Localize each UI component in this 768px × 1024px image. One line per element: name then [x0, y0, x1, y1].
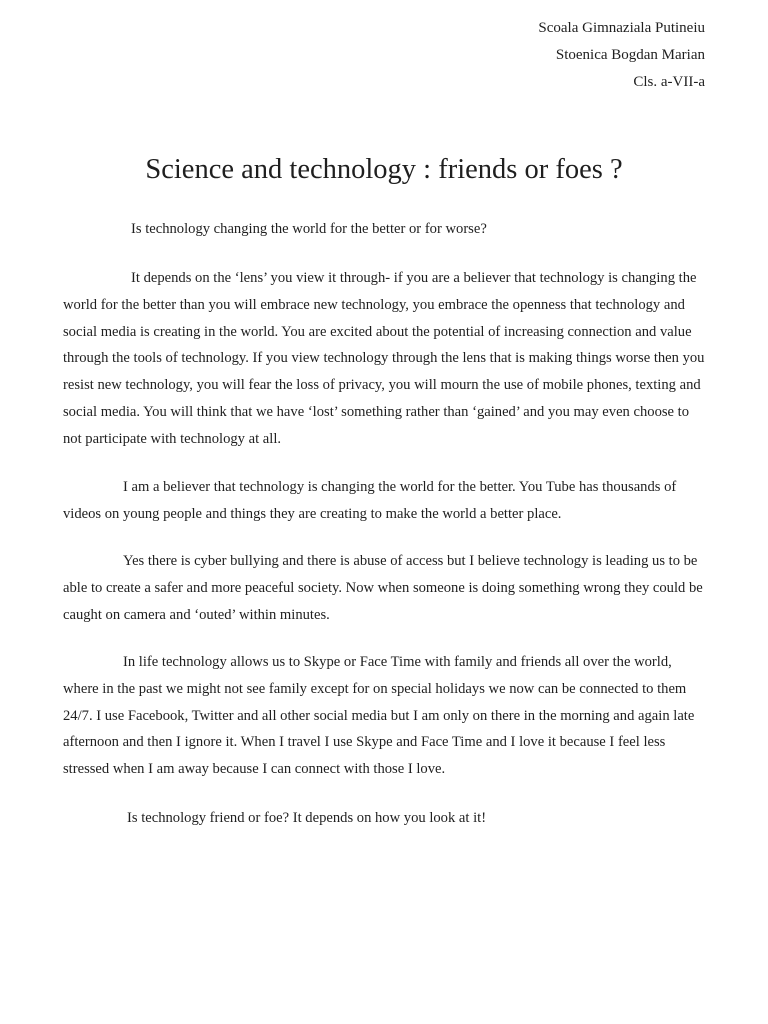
- class-label: Cls. a-VII-a: [633, 74, 705, 90]
- document-title: Science and technology : friends or foes ?: [145, 154, 623, 185]
- paragraph-1: It depends on the ‘lens’ you view it through- if you are a believer that technology is changing the world for the better than you will embrace new technology, you embrace the openness that technology and social media is creating in the world. You are excited about the potential of increasing connection and value through the tools of technology. If you view technology through the lens that is making things worse then you resist new technology, you will fear the loss of privacy, you will mourn the use of mobile phones, texting and social media. You will think that we have ‘lost’ something rather than ‘gained’ and you may even choose to not participate with technology at all.: [63, 270, 705, 447]
- closing-paragraph: Is technology friend or foe? It depends on how you look at it!: [127, 810, 487, 826]
- school-name: Scoala Gimnaziala Putineiu: [538, 20, 705, 36]
- paragraph-4: In life technology allows us to Skype or Face Time with family and friends all over the world, where in the past we might not see family except for on special holidays we now can be connected to them 24/7. I use Facebook, Twitter and all other social media but I am only on there in the morning and again late afternoon and then I ignore it. When I travel I use Skype and Face Time and I love it because I feel less stressed when I am away because I can connect with those I love.: [63, 654, 695, 778]
- paragraph-3: Yes there is cyber bullying and there is abuse of access but I believe technology is leading us to be able to create a safer and more peaceful society. Now when someone is doing something wrong they could be caught on camera and ‘outed’ within minutes.: [63, 553, 703, 623]
- paragraph-2: I am a believer that technology is changing the world for the better. You Tube has thousands of videos on young people and things they are creating to make the world a better place.: [63, 479, 677, 522]
- author-name: Stoenica Bogdan Marian: [555, 47, 705, 63]
- opening-question: Is technology changing the world for the better or for worse?: [131, 221, 487, 237]
- document-header: [538, 15, 705, 96]
